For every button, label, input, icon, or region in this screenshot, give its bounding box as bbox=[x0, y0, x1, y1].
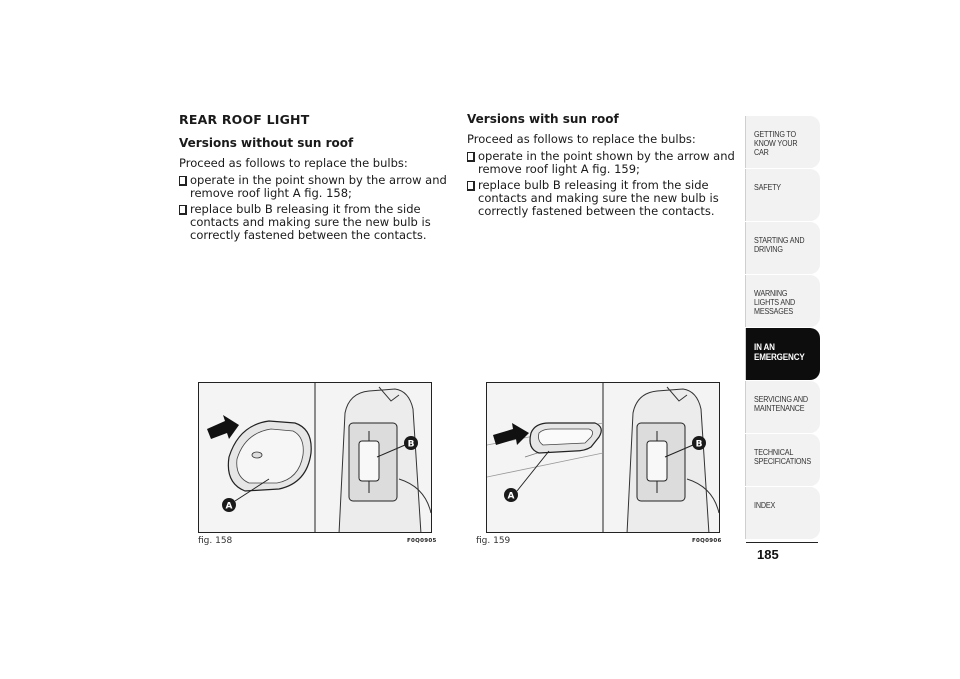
checkbox-bullet-icon bbox=[179, 205, 186, 214]
tab-warning-lights[interactable]: WARNING LIGHTS AND MESSAGES bbox=[745, 275, 820, 327]
page-number: 185 bbox=[757, 547, 779, 562]
tab-starting-and-driving[interactable]: STARTING AND DRIVING bbox=[745, 222, 820, 274]
checkbox-bullet-icon bbox=[467, 181, 474, 190]
label-a: A bbox=[507, 491, 515, 502]
right-column bbox=[467, 112, 737, 221]
figure-158-caption: fig. 158 bbox=[198, 536, 233, 546]
checkbox-bullet-icon bbox=[467, 152, 474, 161]
label-a: A bbox=[225, 501, 233, 512]
figure-158-code: F0Q0905 bbox=[407, 538, 437, 544]
checkbox-bullet-icon bbox=[179, 176, 186, 185]
right-intro: Proceed as follows to replace the bulbs: bbox=[467, 132, 696, 146]
figure-159-code: F0Q0906 bbox=[692, 538, 722, 544]
tab-getting-to-know-your-car[interactable]: GETTING TO KNOW YOUR CAR bbox=[745, 116, 820, 168]
tab-in-an-emergency[interactable]: IN AN EMERGENCY bbox=[745, 328, 820, 380]
right-bullet-list bbox=[467, 150, 737, 218]
list-item: operate in the point shown by the arrow and remove roof light A fig. 159; bbox=[467, 150, 737, 176]
figure-159-illustration bbox=[486, 382, 720, 533]
tab-servicing-and-maintenance[interactable]: SERVICING AND MAINTENANCE bbox=[745, 381, 820, 433]
left-intro: Proceed as follows to replace the bulbs: bbox=[179, 156, 408, 170]
list-item: replace bulb B releasing it from the side contacts and making sure the new bulb is correctly fastened between the contacts. bbox=[179, 203, 449, 242]
label-b: B bbox=[695, 439, 703, 450]
figure-159-caption: fig. 159 bbox=[476, 536, 511, 546]
tab-index[interactable]: INDEX bbox=[745, 487, 820, 539]
tab-safety[interactable]: SAFETY bbox=[745, 169, 820, 221]
list-item: replace bulb B releasing it from the side contacts and making sure the new bulb is correctly fastened between the contacts. bbox=[467, 179, 737, 218]
label-b: B bbox=[407, 439, 415, 450]
left-column bbox=[179, 112, 449, 245]
sidebar-tabs bbox=[745, 116, 820, 540]
left-subtitle: Versions without sun roof bbox=[179, 136, 354, 150]
tab-technical-specifications[interactable]: TECHNICAL SPECIFICATIONS bbox=[745, 434, 820, 486]
right-subtitle: Versions with sun roof bbox=[467, 112, 619, 126]
page-divider bbox=[746, 542, 818, 543]
list-item: operate in the point shown by the arrow and remove roof light A fig. 158; bbox=[179, 174, 449, 200]
figure-158-illustration bbox=[198, 382, 432, 533]
section-title: REAR ROOF LIGHT bbox=[179, 112, 310, 127]
left-bullet-list bbox=[179, 174, 449, 242]
